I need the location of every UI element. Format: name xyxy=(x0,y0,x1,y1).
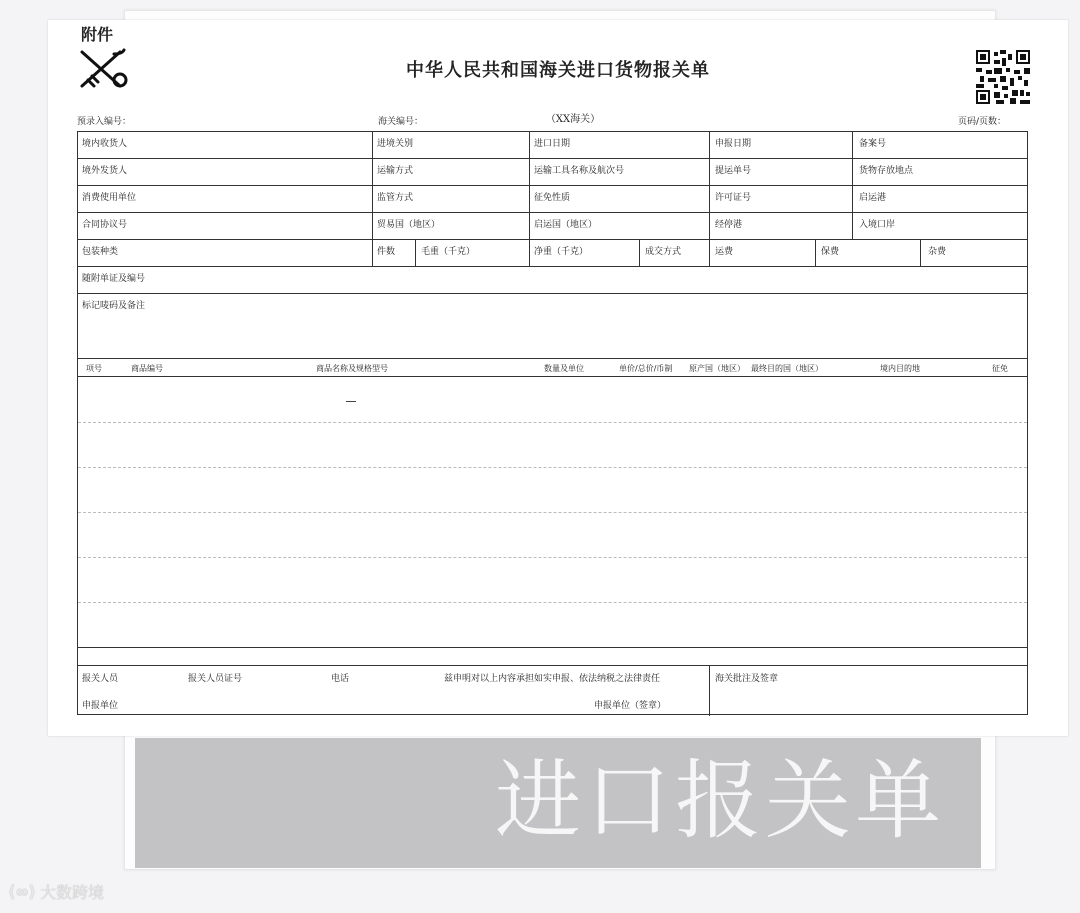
domestic-destination-header: 境内目的地 xyxy=(880,364,920,373)
origin-country-header: 原产国（地区） xyxy=(689,364,745,373)
item-number-header: 项号 xyxy=(86,364,102,373)
form-title: 中华人民共和国海关进口货物报关单 xyxy=(406,60,710,81)
page-count-label: 页码/页数： xyxy=(958,117,1007,127)
import-date-label: 进口日期 xyxy=(534,139,571,149)
row-divider xyxy=(78,665,1027,666)
commodity-code-header: 商品编号 xyxy=(131,364,163,373)
declarant-label: 报关人员 xyxy=(82,674,119,684)
freight-label: 运费 xyxy=(715,247,734,257)
row-divider xyxy=(78,266,1027,267)
attached-documents-label: 随附单证及编号 xyxy=(82,274,146,284)
overseas-consignor-label: 境外发货人 xyxy=(82,166,128,176)
phone-label: 电话 xyxy=(331,674,350,684)
tax-exemption-header: 征免 xyxy=(992,364,1008,373)
column-divider xyxy=(529,239,530,266)
domestic-consignee-label: 境内收货人 xyxy=(82,139,128,149)
contract-number-label: 合同协议号 xyxy=(82,220,128,230)
transaction-mode-label: 成交方式 xyxy=(645,247,682,257)
row-divider xyxy=(78,293,1027,294)
license-number-label: 许可证号 xyxy=(715,193,752,203)
trading-country-label: 贸易国（地区） xyxy=(377,220,441,230)
declaration-statement: 兹申明对以上内容承担如实申报、依法纳税之法律责任 xyxy=(444,674,661,684)
declaration-form-table xyxy=(77,131,1028,715)
item-row-divider xyxy=(78,602,1027,603)
bill-of-lading-label: 提运单号 xyxy=(715,166,752,176)
column-divider xyxy=(372,239,373,266)
declaring-unit-seal-label: 申报单位（签章） xyxy=(594,701,667,711)
customs-office-name: （XX海关） xyxy=(545,114,601,125)
commodity-name-header: 商品名称及规格型号 xyxy=(316,364,388,373)
customs-approval-label: 海关批注及签章 xyxy=(715,674,779,684)
net-weight-label: 净重（千克） xyxy=(534,247,589,257)
customs-declaration-form-sheet xyxy=(48,20,1068,736)
row-divider xyxy=(78,376,1027,377)
gross-weight-label: 毛重（千克） xyxy=(421,247,476,257)
row-divider xyxy=(78,212,1027,213)
caption-banner xyxy=(135,738,981,868)
declaration-date-label: 申报日期 xyxy=(715,139,752,149)
item-row-divider xyxy=(78,557,1027,558)
exemption-nature-label: 征免性质 xyxy=(534,193,571,203)
price-currency-header: 单价/总价/币制 xyxy=(619,364,673,373)
transport-mode-label: 运输方式 xyxy=(377,166,414,176)
insurance-label: 保费 xyxy=(821,247,840,257)
port-of-entry-label: 进境关别 xyxy=(377,139,414,149)
package-count-label: 件数 xyxy=(377,247,396,257)
marks-and-remarks-label: 标记唛码及备注 xyxy=(82,301,146,311)
column-divider xyxy=(709,665,710,716)
column-divider xyxy=(852,132,853,239)
declaring-unit-label: 申报单位 xyxy=(82,701,119,711)
item-row-divider xyxy=(78,512,1027,513)
watermark-text: 大数跨境 xyxy=(39,883,104,902)
pre-entry-number-label: 预录入编号： xyxy=(77,117,132,127)
qr-code-icon xyxy=(976,50,1030,104)
departure-port-label: 启运港 xyxy=(859,193,887,203)
record-number-label: 备案号 xyxy=(859,139,887,149)
consumer-unit-label: 消费使用单位 xyxy=(82,193,137,203)
column-divider xyxy=(372,132,373,239)
item-row-divider xyxy=(78,422,1027,423)
row-divider xyxy=(78,358,1027,359)
column-divider xyxy=(920,239,921,266)
customs-number-label: 海关编号： xyxy=(378,117,424,127)
storage-location-label: 货物存放地点 xyxy=(859,166,914,176)
row-divider xyxy=(78,185,1027,186)
destination-country-header: 最终目的国（地区） xyxy=(751,364,823,373)
column-divider xyxy=(415,239,416,266)
transit-port-label: 经停港 xyxy=(715,220,743,230)
package-type-label: 包装种类 xyxy=(82,247,119,257)
banner-caption: 进口报关单 xyxy=(495,751,945,851)
attachment-label: 附件 xyxy=(81,25,114,44)
transport-vehicle-label: 运输工具名称及航次号 xyxy=(534,166,625,176)
declarant-cert-label: 报关人员证号 xyxy=(188,674,243,684)
row-divider xyxy=(78,158,1027,159)
column-divider xyxy=(639,239,640,266)
stray-mark xyxy=(346,401,356,402)
column-divider xyxy=(529,132,530,239)
row-divider xyxy=(78,239,1027,240)
departure-country-label: 启运国（地区） xyxy=(534,220,598,230)
supervision-mode-label: 监管方式 xyxy=(377,193,414,203)
column-divider xyxy=(709,132,710,239)
column-divider xyxy=(815,239,816,266)
brand-logo-icon: ⟨∞⟩ xyxy=(8,882,36,901)
entry-port-label: 入境口岸 xyxy=(859,220,896,230)
watermark xyxy=(8,880,104,903)
row-divider xyxy=(78,647,1027,648)
quantity-unit-header: 数量及单位 xyxy=(544,364,584,373)
column-divider xyxy=(709,239,710,266)
misc-fees-label: 杂费 xyxy=(928,247,947,257)
item-row-divider xyxy=(78,467,1027,468)
